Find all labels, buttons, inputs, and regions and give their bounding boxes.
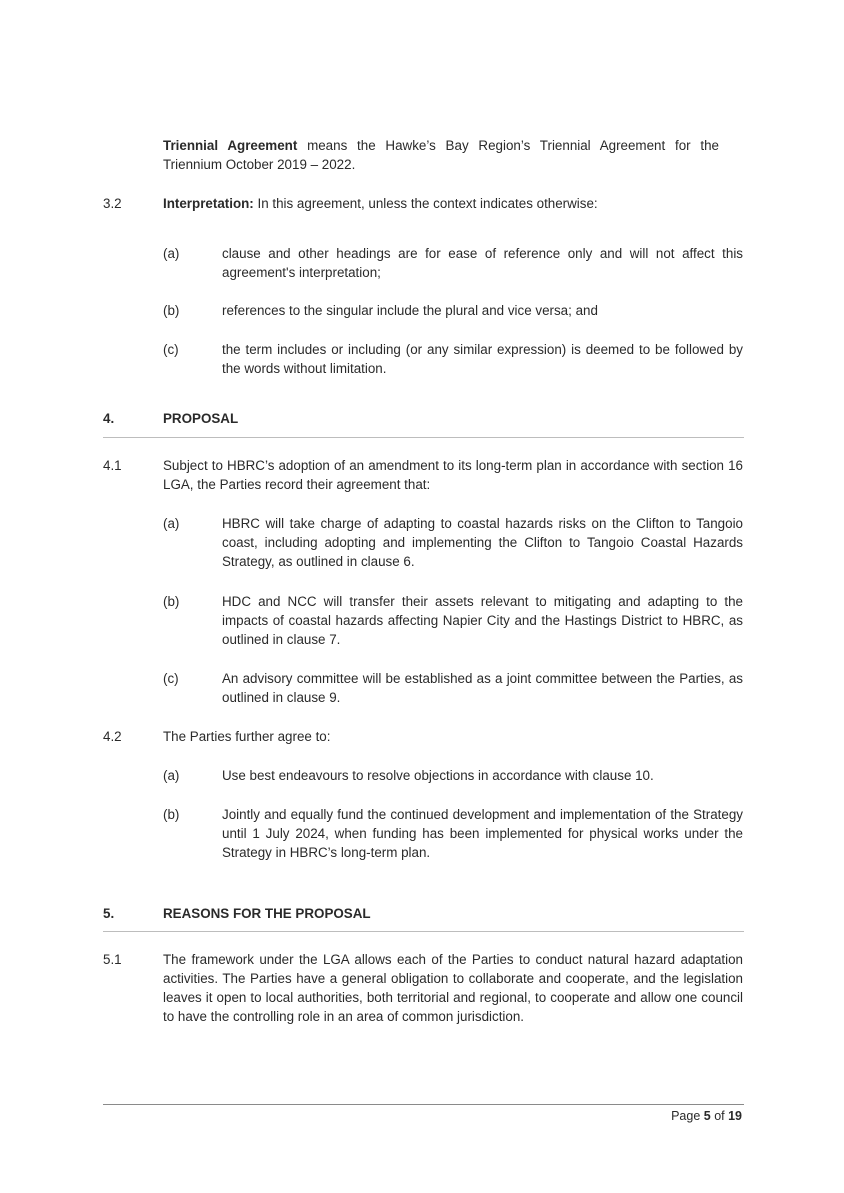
item-text: HBRC will take charge of adapting to coastal hazards risks on the Clifton to Tangoio coast, including adopting and implementing the Clifton to Tangoio Coastal Hazards Strategy, as outlined in clause 6. <box>222 516 743 569</box>
item-label: (a) <box>163 516 180 531</box>
item-text: references to the singular include the plural and vice versa; and <box>222 303 598 318</box>
item-text: the term includes or including (or any similar expression) is deemed to be followed by the words without limitation. <box>222 342 743 376</box>
definition-text: means the Hawke’s Bay Region’s Triennial Agreement for the Triennium October 2019 – 2022. <box>163 138 719 172</box>
item-text: Jointly and equally fund the continued development and implementation of the Strategy until 1 July 2024, when funding has been implemented for physical works under the Strategy in HBRC’s long-term plan. <box>222 807 743 860</box>
clause-body: In this agreement, unless the context indicates otherwise: <box>253 196 598 211</box>
clause-heading: Interpretation: <box>163 196 254 211</box>
item-label: (a) <box>163 768 180 783</box>
item-label: (b) <box>163 303 180 318</box>
item-text: Use best endeavours to resolve objections in accordance with clause 10. <box>222 768 654 783</box>
section-divider <box>103 931 744 932</box>
footer-divider <box>103 1104 744 1105</box>
page-number <box>671 1108 742 1124</box>
clause-3-2-text <box>163 194 743 213</box>
item-text: HDC and NCC will transfer their assets relevant to mitigating and adapting to the impacts of coastal hazards affecting Napier City and the Hastings District to HBRC, as outlined in clause 7. <box>222 594 743 647</box>
clause-number: 5.1 <box>103 952 122 967</box>
clause-5-1-text: The framework under the LGA allows each of the Parties to conduct natural hazard adaptation activities. The Parties have a general obligation to collaborate and cooperate, and the legislation leaves it open to local authorities, both territorial and regional, to cooperate and allow one council to have the controlling role in an area of common jurisdiction. <box>163 952 743 1024</box>
clause-4-1-text: Subject to HBRC’s adoption of an amendment to its long-term plan in accordance with section 16 LGA, the Parties record their agreement that: <box>163 458 743 492</box>
section-divider <box>103 437 744 438</box>
definition-paragraph <box>163 136 719 174</box>
item-label: (c) <box>163 671 179 686</box>
clause-number: 4.1 <box>103 458 122 473</box>
page-of: of <box>710 1109 729 1123</box>
item-label: (c) <box>163 342 179 357</box>
item-text: clause and other headings are for ease of reference only and will not affect this agreement's interpretation; <box>222 246 743 280</box>
section-title: PROPOSAL <box>163 411 239 426</box>
item-label: (a) <box>163 246 180 261</box>
definition-term: Triennial Agreement <box>163 138 298 153</box>
section-number: 5. <box>103 906 115 921</box>
page-total: 19 <box>728 1109 742 1123</box>
clause-4-2-text: The Parties further agree to: <box>163 729 331 744</box>
clause-number: 4.2 <box>103 729 122 744</box>
page-prefix: Page <box>671 1109 704 1123</box>
clause-number: 3.2 <box>103 196 122 211</box>
item-label: (b) <box>163 594 180 609</box>
section-number: 4. <box>103 411 115 426</box>
item-label: (b) <box>163 807 180 822</box>
item-text: An advisory committee will be established as a joint committee between the Parties, as outlined in clause 9. <box>222 671 743 705</box>
section-title: REASONS FOR THE PROPOSAL <box>163 906 371 921</box>
page-current: 5 <box>703 1109 711 1123</box>
